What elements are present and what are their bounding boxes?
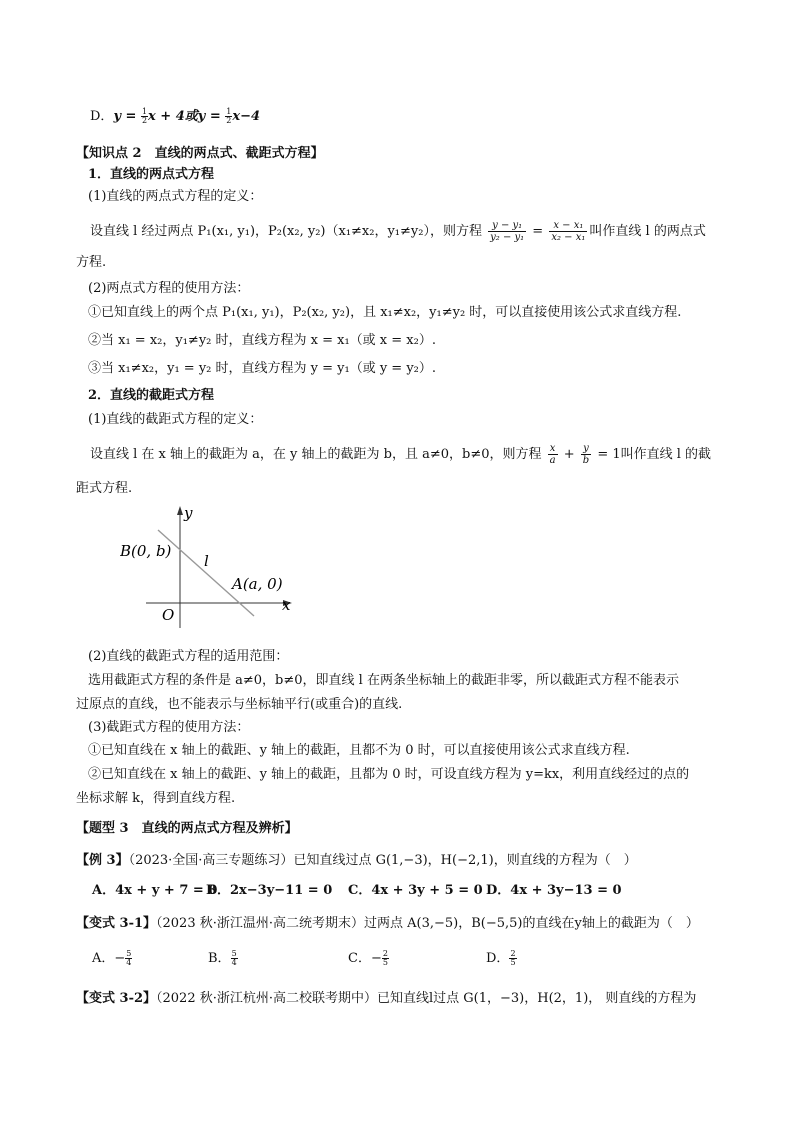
kp2-s2-use-3: 坐标求解 k，得到直线方程. (76, 791, 236, 806)
fraction: $\frac{y}{b}$ (582, 443, 590, 466)
v31-option-d: D． $\frac{2}{5}$ (486, 949, 516, 967)
kp2-heading: 【知识点 2 直线的两点式、截距式方程】 (76, 146, 324, 161)
kp2-s2-title: 2．直线的截距式方程 (88, 388, 215, 403)
kp2-s1-def-title: (1)直线的两点式方程的定义： (88, 189, 263, 204)
kp2-s1-def-cont: 方程. (76, 255, 107, 270)
kp2-s2-scope-title: (2)直线的截距式方程的适用范围： (88, 649, 289, 664)
ex3-option-a: A．4x + y + 7 = 0 (92, 883, 218, 898)
type3-heading: 【题型 3 直线的两点式方程及辨析】 (76, 821, 298, 836)
y-axis-arrow (177, 506, 183, 515)
variant-3-1: 【变式 3-1】（2023 秋·浙江温州·高二统考期末）过两点 A(3,−5)，B(−5,5)的直线在y轴上的截距为（ ） (76, 916, 699, 931)
y-axis-label: y (184, 504, 193, 522)
point-b-label: B(0, b) (120, 542, 172, 560)
kp2-s1-use-3: ③当 x₁≠x₂，y₁ = y₂ 时，直线方程为 y = y₁（或 y = y₂）. (88, 361, 437, 376)
x-axis-label: x (282, 596, 291, 614)
line-l-label: l (204, 552, 209, 570)
fraction: $\frac{x}{a}$ (549, 443, 556, 466)
fraction: $\frac{1}{2}$ (226, 107, 232, 125)
variant-3-2: 【变式 3-2】（2022 秋·浙江杭州·高二校联考期中）已知直线l过点 G(1，−3)，H(2，1)， 则直线的方程为 (76, 991, 697, 1006)
ex3-option-d: D．4x + 3y−13 = 0 (486, 883, 622, 898)
fraction: $\frac{\text{y − y₁}}{\text{y₂ − y₁}}$ (490, 220, 525, 243)
kp2-s1-def: 设直线 l 经过两点 P₁(x₁, y₁)，P₂(x₂, y₂)（x₁≠x₂，y₁≠y₂），则方程 $\frac{\text{y − y₁}}{\text{y₂ − y₁}}$ = $\frac{\text{x − x₁}}{\text{x₂ − x₁}}$ 叫作直线 l 的两点式 (90, 220, 706, 243)
kp2-s2-def-cont: 距式方程. (76, 481, 133, 496)
intercept-diagram (120, 504, 320, 634)
v31-option-b: B． $\frac{5}{4}$ (208, 949, 237, 967)
kp2-s2-use-1: ①已知直线在 x 轴上的截距、y 轴上的截距，且都不为 0 时，可以直接使用该公式求直线方程. (88, 743, 630, 758)
kp2-s2-scope-2: 过原点的直线，也不能表示与坐标轴平行(或重合)的直线. (76, 697, 403, 712)
ex3-option-b: B．2x−3y−11 = 0 (206, 883, 333, 898)
example-3: 【例 3】（2023·全国·高三专题练习）已知直线过点 G(1,−3)，H(−2,1)，则直线的方程为（ ） (76, 853, 637, 868)
kp2-s1-title: 1．直线的两点式方程 (88, 167, 215, 182)
fraction: $\frac{\text{x − x₁}}{\text{x₂ − x₁}}$ (551, 220, 586, 243)
v31-option-a: A．− $\frac{5}{4}$ (92, 949, 132, 967)
point-a-label: A(a, 0) (232, 575, 283, 593)
kp2-s2-use-2: ②已知直线在 x 轴上的截距、y 轴上的截距，且都为 0 时，可设直线方程为 y=kx，利用直线经过的点的 (88, 767, 690, 782)
kp2-s1-use-2: ②当 x₁ = x₂，y₁≠y₂ 时，直线方程为 x = x₁（或 x = x₂）. (88, 333, 436, 348)
ex3-option-c: C．4x + 3y + 5 = 0 (348, 883, 483, 898)
kp2-s1-use-1: ①已知直线上的两个点 P₁(x₁, y₁)，P₂(x₂, y₂)，且 x₁≠x₂，y₁≠y₂ 时，可以直接使用该公式求直线方程. (88, 305, 682, 320)
kp2-s2-scope-1: 选用截距式方程的条件是 a≠0，b≠0，即直线 l 在两条坐标轴上的截距非零，所以截距式方程不能表示 (88, 673, 679, 688)
kp2-s2-def-title: (1)直线的截距式方程的定义： (88, 412, 263, 427)
origin-label: O (162, 606, 175, 624)
kp2-s2-def: 设直线 l 在 x 轴上的截距为 a，在 y 轴上的截距为 b，且 a≠0，b≠0，则方程 $\frac{x}{a}$ + $\frac{y}{b}$ = 1叫作直线 l 的截 (90, 443, 712, 466)
kp2-s1-use-title: (2)两点式方程的使用方法： (88, 281, 250, 296)
v31-option-c: C．− $\frac{2}{5}$ (348, 949, 388, 967)
prev-option-d: D．y = $\frac{1}{2}$ x + 4或y = $\frac{1}{2}$ x−4 (90, 107, 261, 125)
fraction: $\frac{1}{2}$ (141, 107, 148, 125)
kp2-s2-use-title: (3)截距式方程的使用方法： (88, 720, 250, 735)
